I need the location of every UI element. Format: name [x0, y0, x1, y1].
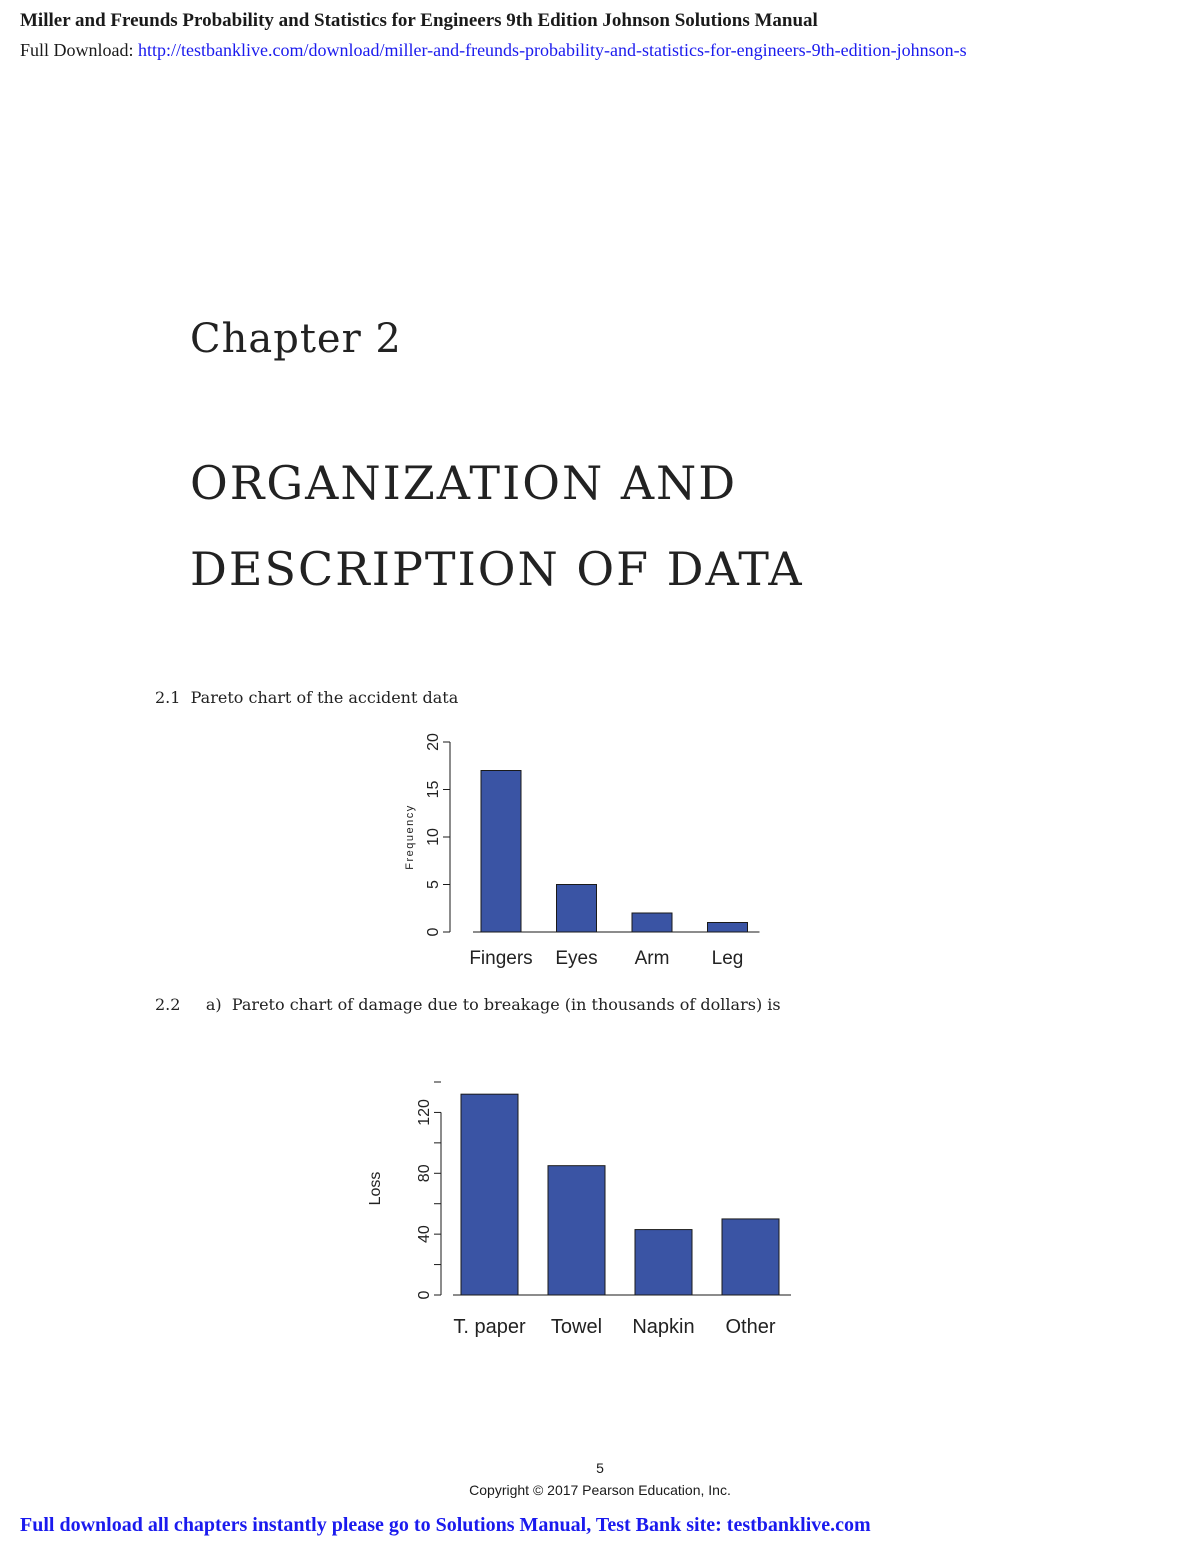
problem-text: Pareto chart of damage due to breakage (in thousands of dollars) is [231, 995, 781, 1014]
category-label: Eyes [555, 948, 598, 969]
copyright: Copyright © 2017 Pearson Education, Inc. [469, 1482, 731, 1498]
category-label: Leg [711, 948, 744, 969]
bar-towel [548, 1166, 605, 1295]
y-tick-label: 20 [425, 733, 442, 751]
category-label: Towel [550, 1316, 603, 1338]
y-tick-label: 120 [416, 1099, 433, 1126]
problem-part: a) [205, 995, 222, 1014]
y-axis-label: Loss [367, 1171, 384, 1206]
chapter-label: Chapter 2 [190, 316, 402, 362]
download-all-link[interactable]: Full download all chapters instantly please go to Solutions Manual, Test Bank site: testbanklive.com [20, 1514, 871, 1536]
y-tick-label: 0 [425, 927, 442, 937]
y-tick-label: 0 [416, 1290, 433, 1300]
y-tick-label: 15 [425, 780, 442, 799]
bar-t-paper [461, 1094, 518, 1295]
category-label: Fingers [469, 948, 533, 969]
bar-napkin [635, 1230, 692, 1295]
y-tick-label: 10 [425, 828, 442, 846]
y-axis-label: Frequency [404, 804, 416, 870]
bar-other [722, 1219, 779, 1295]
chapter-title-line-2: DESCRIPTION OF DATA [190, 542, 804, 596]
y-tick-label: 5 [425, 880, 442, 889]
document-header-title: Miller and Freunds Probability and Statistics for Engineers 9th Edition Johnson Solutions Manual [20, 10, 818, 31]
category-label: Napkin [632, 1316, 695, 1338]
download-link[interactable]: http://testbanklive.com/download/miller-and-freunds-probability-and-statistics-for-engineers-9th-edition-johnson-s [138, 40, 967, 60]
category-label: Arm [634, 948, 670, 969]
y-tick-label: 40 [416, 1225, 433, 1244]
problem-number: 2.2 [155, 995, 181, 1014]
y-tick-label: 80 [416, 1164, 433, 1183]
problem-text: Pareto chart of the accident data [190, 688, 459, 707]
download-prefix: Full Download: [20, 40, 139, 60]
page-number: 5 [596, 1460, 604, 1476]
category-label: T. paper [453, 1316, 526, 1338]
problem-number: 2.1 [155, 688, 181, 707]
category-label: Other [725, 1316, 776, 1338]
chapter-title-line-1: ORGANIZATION AND [190, 456, 738, 510]
